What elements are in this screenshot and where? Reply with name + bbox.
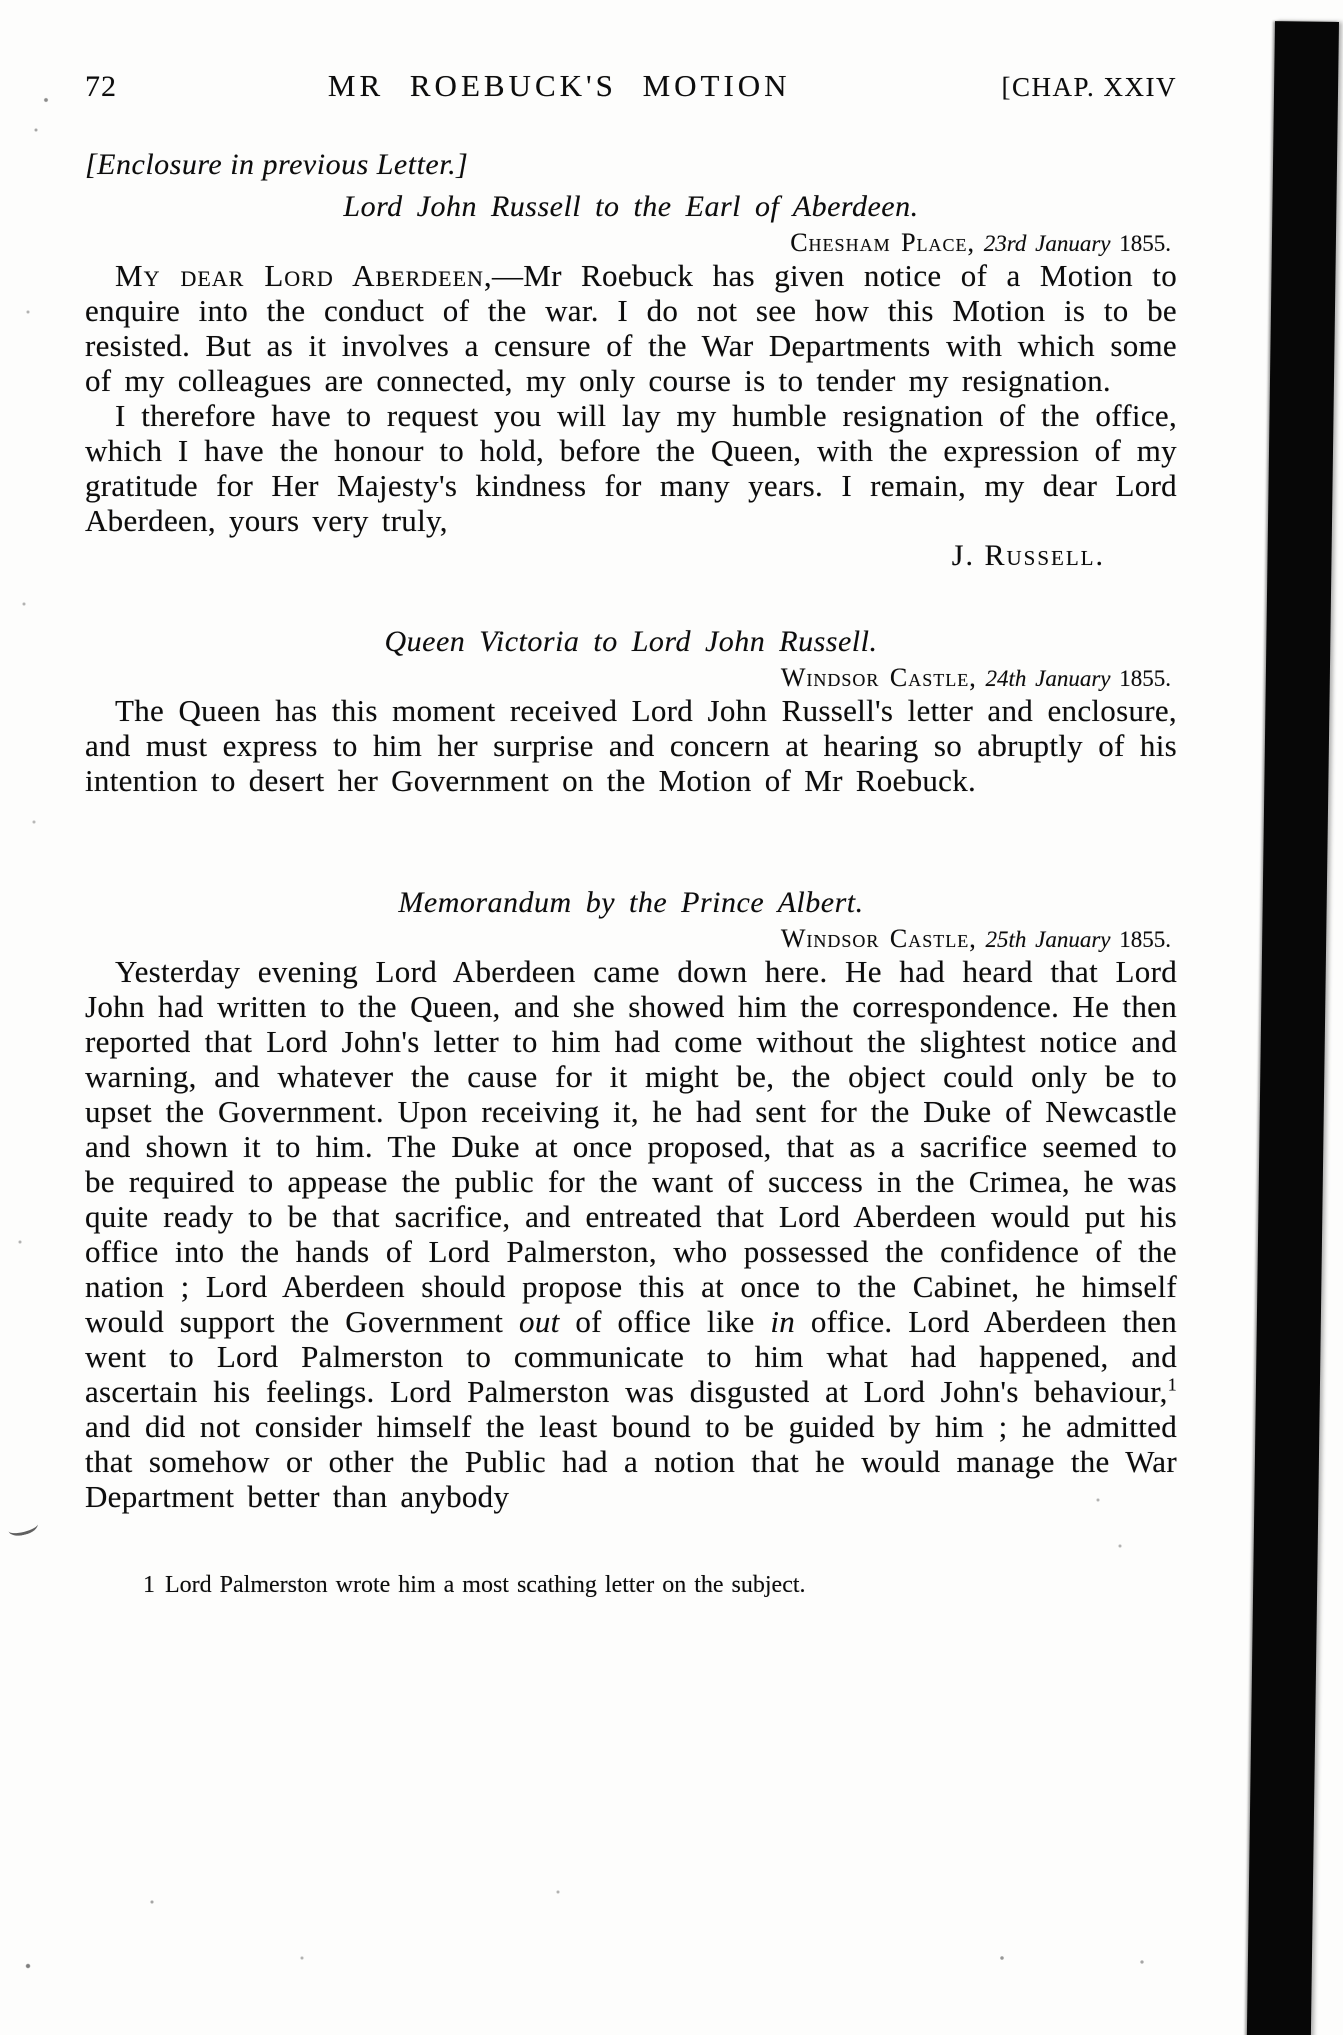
- salutation: My dear Lord Aberdeen: [115, 258, 484, 293]
- paragraph-text: of office like: [559, 1304, 771, 1339]
- dateline-place: Chesham Place,: [790, 228, 976, 257]
- page-number: 72: [85, 70, 117, 103]
- memorandum-paragraph: [85, 954, 1177, 1514]
- running-header: [85, 68, 1177, 104]
- chapter-label: [CHAP. XXIV: [1001, 72, 1177, 102]
- dateline-windsor-25: [85, 924, 1177, 954]
- scan-gutter-bar: [1247, 21, 1339, 2035]
- letter-heading-victoria: Queen Victoria to Lord John Russell.: [384, 625, 878, 658]
- dateline-date: 25th January: [985, 927, 1111, 952]
- dateline-year: 1855.: [1119, 231, 1171, 256]
- paragraph-text: office. Lord Aberdeen then went to Lord Palmerston to communicate to him what had happened, and ascertain his feelings. Lord Palmerston was disgusted at Lord John's behaviour,: [85, 1304, 1178, 1409]
- dateline-place: Windsor Castle,: [780, 663, 977, 692]
- italic-word-in: in: [770, 1304, 796, 1339]
- victoria-paragraph: The Queen has this moment received Lord John Russell's letter and enclosure, and must express to him her surprise and concern at hearing so abruptly of his intention to desert her Government on the Motion of Mr Roebuck.: [85, 693, 1177, 798]
- dateline-chesham: [85, 228, 1177, 258]
- italic-word-out: out: [519, 1304, 560, 1339]
- paragraph-text: ,—Mr Roebuck has given notice of a Motion to enquire into the conduct of the war. I do not see how this Motion is to be resisted. But as it involves a censure of the War Departments with which some of my colleagues are connected, my only course is to tender my resignation.: [85, 258, 1177, 398]
- signature-russell: J. Russell.: [951, 539, 1105, 572]
- enclosure-note: [Enclosure in previous Letter.]: [85, 148, 469, 181]
- footnote: [85, 1572, 1177, 1599]
- memorandum-heading: Memorandum by the Prince Albert.: [398, 886, 864, 919]
- dateline-year: 1855.: [1119, 927, 1171, 952]
- footnote-marker: 1: [143, 1572, 155, 1598]
- footnote-reference: 1: [1167, 1374, 1177, 1395]
- running-title: MR ROEBUCK'S MOTION: [327, 68, 791, 103]
- paragraph-text: Yesterday evening Lord Aberdeen came down here. He had heard that Lord John had written to the Queen, and she showed him the correspondence. He then reported that Lord John's letter to him had come without the slightest notice and warning, and whatever the cause for it might be, the object could only be to upset the Government. Upon receiving it, he had sent for the Duke of Newcastle and shown it to him. The Duke at once proposed, that as a sacrifice seemed to be required to appease the public for the want of success in the Crimea, he was quite ready to be that sacrifice, and entreated that Lord Aberdeen would put his office into the hands of Lord Palmerston, who possessed the confidence of the nation ; Lord Aberdeen should propose this at once to the Cabinet, he himself would support the Government: [85, 954, 1177, 1339]
- russell-paragraph-2: I therefore have to request you will lay my humble resignation of the office, which I have the honour to hold, before the Queen, with the expression of my gratitude for Her Majesty's kindness for many years. I remain, my dear Lord Aberdeen, yours very truly,: [85, 398, 1177, 538]
- dateline-date: 23rd January: [983, 231, 1111, 256]
- paragraph-text: and did not consider himself the least bound to be guided by him ; he admitted that somehow or other the Public had a notion that he would manage the War Department better than anybody: [85, 1409, 1177, 1514]
- footnote-text: Lord Palmerston wrote him a most scathing letter on the subject.: [165, 1572, 806, 1598]
- dateline-place: Windsor Castle,: [780, 924, 977, 953]
- letter-heading-russell: Lord John Russell to the Earl of Aberdeen.: [343, 190, 919, 223]
- text-column: [85, 0, 1177, 1599]
- dateline-year: 1855.: [1119, 666, 1171, 691]
- dateline-windsor-24: [85, 663, 1177, 693]
- russell-paragraph-1: [85, 258, 1177, 398]
- scan-artifact-squiggle: [7, 1517, 40, 1539]
- dateline-date: 24th January: [985, 666, 1111, 691]
